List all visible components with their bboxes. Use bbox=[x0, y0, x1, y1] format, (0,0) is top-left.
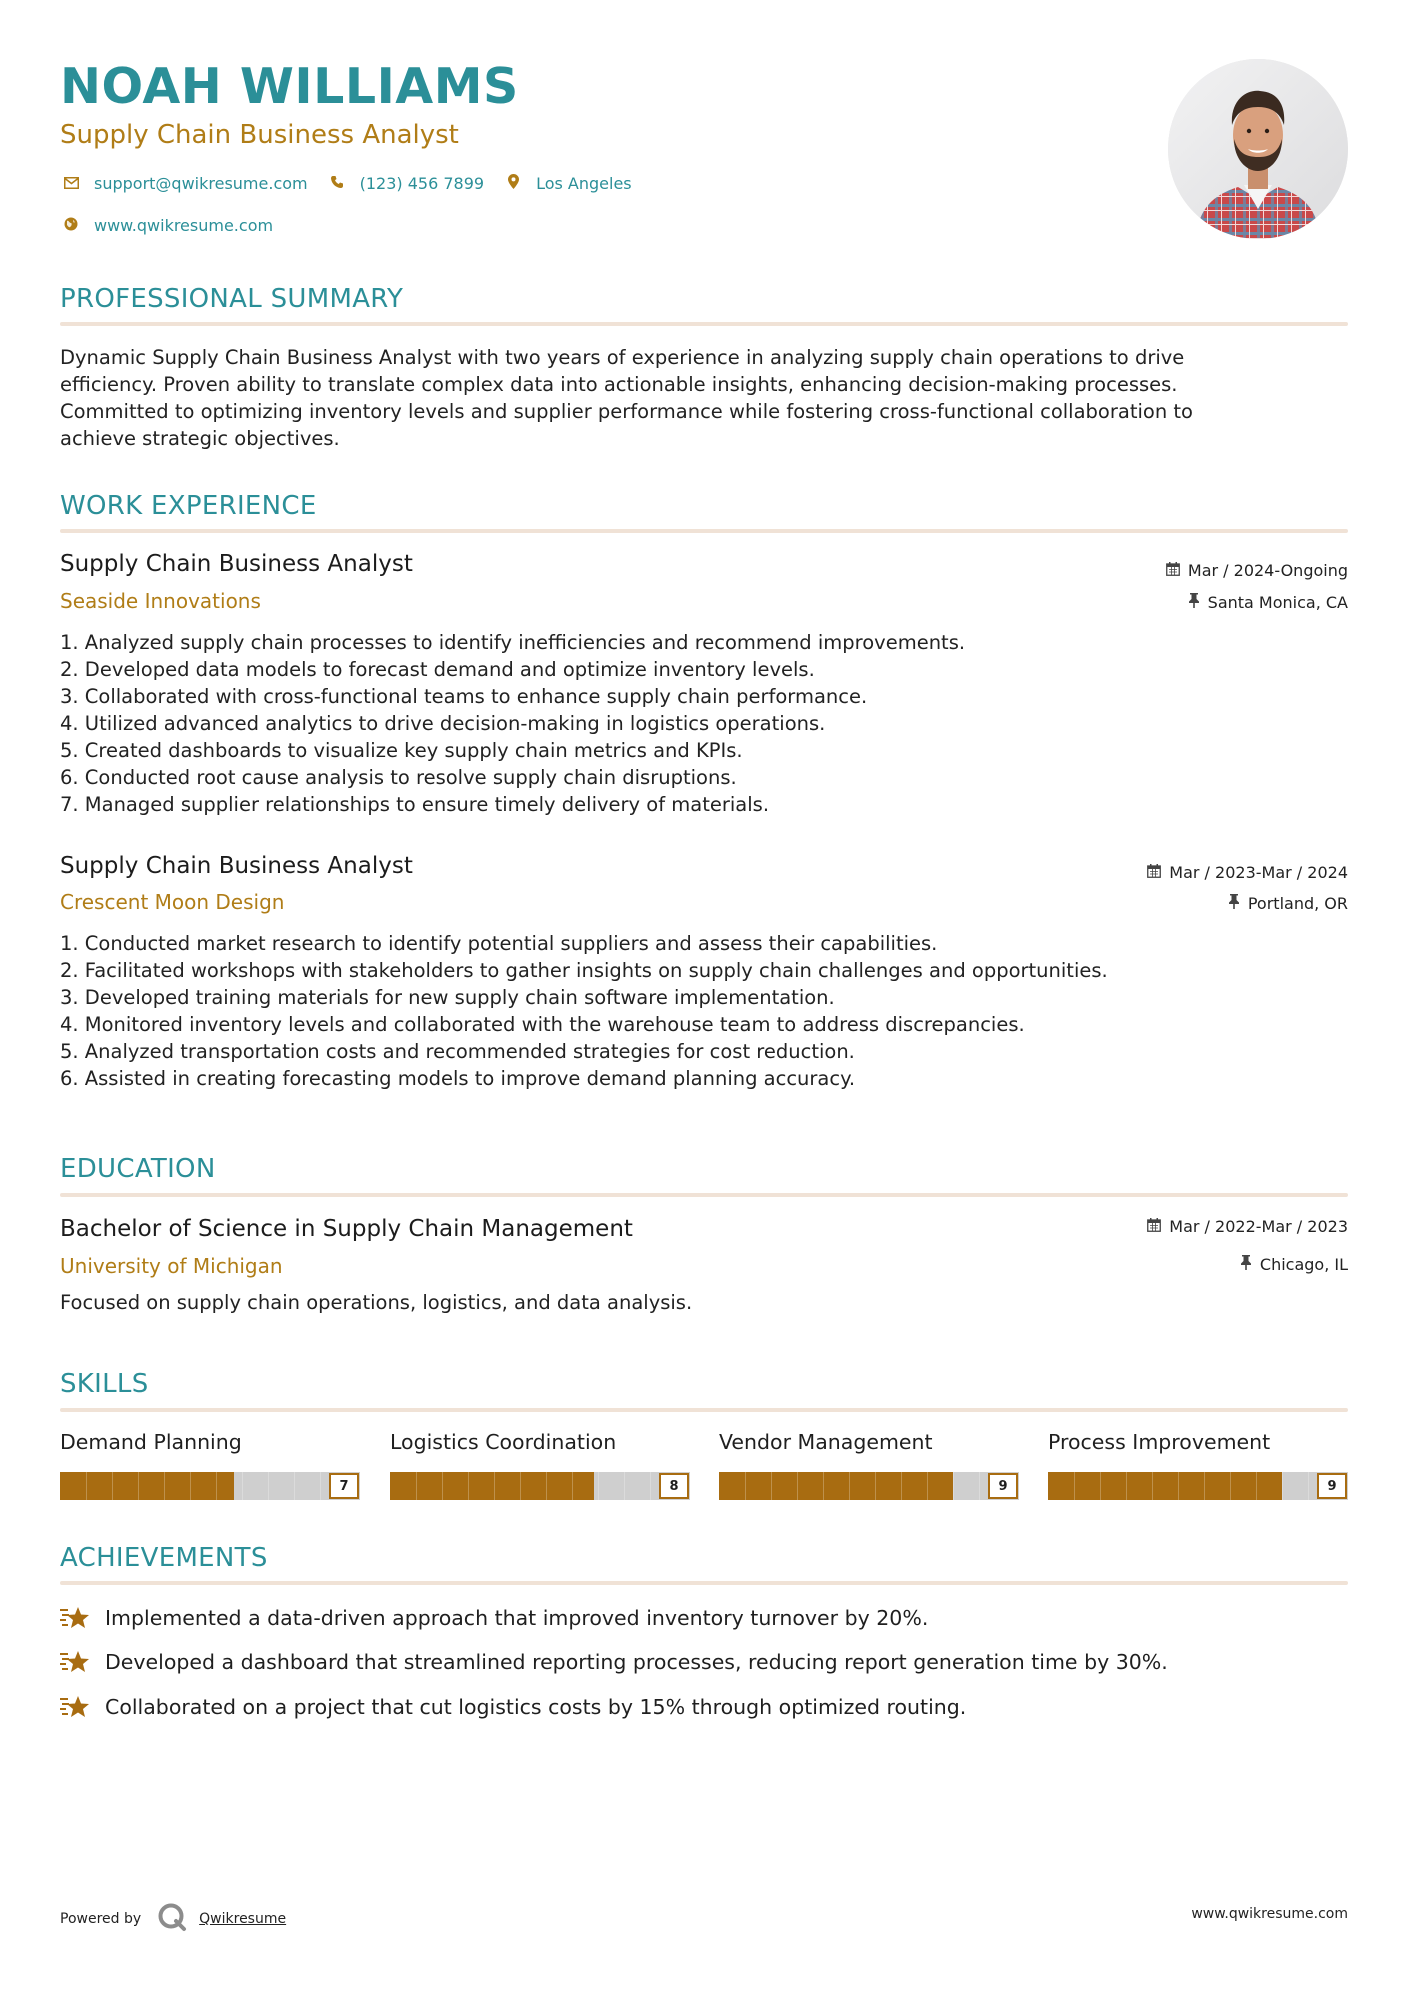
list-item: 4. Monitored inventory levels and collaborated with the warehouse team to address discrepancies. bbox=[60, 1013, 1025, 1036]
list-item: 7. Managed supplier relationships to ensure timely delivery of materials. bbox=[60, 793, 770, 816]
email-link[interactable]: support@qwikresume.com bbox=[94, 174, 308, 193]
skill-bar bbox=[719, 1472, 1019, 1500]
skill-item bbox=[1048, 1430, 1348, 1500]
skill-bar-segment bbox=[953, 1472, 954, 1500]
pin-icon bbox=[1240, 1255, 1252, 1274]
education-location bbox=[1240, 1255, 1348, 1274]
contact-row bbox=[60, 174, 650, 193]
skill-score: 9 bbox=[1317, 1473, 1347, 1499]
calendar-icon bbox=[1147, 1218, 1161, 1236]
skills-heading: SKILLS bbox=[60, 1369, 149, 1399]
skill-bar-segment bbox=[875, 1472, 876, 1500]
summary-text bbox=[60, 344, 1348, 452]
skill-bar-fill bbox=[719, 1472, 953, 1500]
skill-bar-segment bbox=[823, 1472, 824, 1500]
achievement-item bbox=[60, 1649, 1168, 1675]
skill-bar-segment bbox=[494, 1472, 495, 1500]
job-bullets bbox=[60, 629, 1348, 818]
map-pin-icon bbox=[502, 174, 524, 193]
skill-bar-segment bbox=[294, 1472, 295, 1500]
list-item: 3. Collaborated with cross-functional teams to enhance supply chain performance. bbox=[60, 685, 868, 708]
skill-bar-segment bbox=[927, 1472, 928, 1500]
experience-heading: WORK EXPERIENCE bbox=[60, 491, 317, 521]
skill-bar bbox=[390, 1472, 690, 1500]
website-link[interactable]: www.qwikresume.com bbox=[94, 216, 274, 235]
skill-bar-segment bbox=[1204, 1472, 1205, 1500]
job-dates bbox=[1147, 863, 1348, 882]
skill-bar-segment bbox=[1074, 1472, 1075, 1500]
achievement-item bbox=[60, 1605, 928, 1631]
education-dates bbox=[1147, 1217, 1348, 1236]
education-heading: EDUCATION bbox=[60, 1154, 216, 1184]
skill-item bbox=[60, 1430, 360, 1500]
summary-line: Committed to optimizing inventory levels and supplier performance while fostering cross-functional collaboration to bbox=[60, 400, 1193, 423]
skill-bar bbox=[1048, 1472, 1348, 1500]
phone-icon bbox=[326, 175, 348, 193]
job-company: Crescent Moon Design bbox=[60, 890, 285, 914]
phone-number: (123) 456 7899 bbox=[359, 174, 485, 193]
footer-branding bbox=[60, 1902, 286, 1936]
job-title: Supply Chain Business Analyst bbox=[60, 853, 413, 879]
candidate-title: Supply Chain Business Analyst bbox=[60, 120, 459, 150]
education-dates-text: Mar / 2022-Mar / 2023 bbox=[1169, 1217, 1348, 1236]
achievement-text: Collaborated on a project that cut logistics costs by 15% through optimized routing. bbox=[105, 1695, 967, 1719]
list-item: 4. Utilized advanced analytics to drive decision-making in logistics operations. bbox=[60, 712, 826, 735]
achievement-text: Developed a dashboard that streamlined reporting processes, reducing report generation time by 30%. bbox=[105, 1650, 1168, 1674]
section-divider bbox=[60, 1408, 1348, 1412]
skill-bar-segment bbox=[1152, 1472, 1153, 1500]
skill-bar-segment bbox=[442, 1472, 443, 1500]
list-item: 5. Analyzed transportation costs and recommended strategies for cost reduction. bbox=[60, 1040, 855, 1063]
skill-bar-segment bbox=[1282, 1472, 1283, 1500]
skill-name: Demand Planning bbox=[60, 1430, 242, 1454]
star-icon bbox=[60, 1605, 90, 1631]
skill-bar-segment bbox=[1256, 1472, 1257, 1500]
pin-icon bbox=[1228, 894, 1240, 913]
list-item: 6. Assisted in creating forecasting models to improve demand planning accuracy. bbox=[60, 1067, 856, 1090]
footer-url[interactable]: www.qwikresume.com bbox=[1191, 1906, 1348, 1922]
summary-line: Dynamic Supply Chain Business Analyst with two years of experience in analyzing supply chain operations to drive bbox=[60, 346, 1185, 369]
skill-item bbox=[390, 1430, 690, 1500]
star-icon bbox=[60, 1649, 90, 1675]
skill-item bbox=[719, 1430, 1019, 1500]
skill-score: 8 bbox=[659, 1473, 689, 1499]
achievements-heading: ACHIEVEMENTS bbox=[60, 1543, 268, 1573]
location-text: Los Angeles bbox=[536, 174, 632, 193]
skill-score: 9 bbox=[988, 1473, 1018, 1499]
skill-bar-segment bbox=[546, 1472, 547, 1500]
candidate-name: NOAH WILLIAMS bbox=[60, 58, 519, 115]
summary-line: efficiency. Proven ability to translate complex data into actionable insights, enhancing decision-making processes. bbox=[60, 373, 1178, 396]
skill-bar-segment bbox=[164, 1472, 165, 1500]
skill-name: Logistics Coordination bbox=[390, 1430, 617, 1454]
skill-bar-segment bbox=[216, 1472, 217, 1500]
list-item: 1. Analyzed supply chain processes to identify inefficiencies and recommend improvements. bbox=[60, 631, 966, 654]
summary-line: achieve strategic objectives. bbox=[60, 427, 340, 450]
list-item: 6. Conducted root cause analysis to resolve supply chain disruptions. bbox=[60, 766, 737, 789]
list-item: 3. Developed training materials for new supply chain software implementation. bbox=[60, 986, 835, 1009]
job-dates-text: Mar / 2023-Mar / 2024 bbox=[1169, 863, 1348, 882]
skill-bar-segment bbox=[771, 1472, 772, 1500]
skill-bar-segment bbox=[416, 1472, 417, 1500]
skill-bar-segment bbox=[650, 1472, 651, 1500]
envelope-icon bbox=[60, 175, 82, 193]
calendar-icon bbox=[1166, 562, 1180, 580]
summary-heading: PROFESSIONAL SUMMARY bbox=[60, 284, 404, 314]
achievement-item bbox=[60, 1694, 966, 1720]
job-dates-text: Mar / 2024-Ongoing bbox=[1187, 561, 1348, 580]
degree-title: Bachelor of Science in Supply Chain Management bbox=[60, 1216, 633, 1242]
skill-bar-fill bbox=[1048, 1472, 1282, 1500]
skill-bar-segment bbox=[1178, 1472, 1179, 1500]
website-row bbox=[60, 216, 291, 235]
section-divider bbox=[60, 529, 1348, 533]
school-name: University of Michigan bbox=[60, 1254, 283, 1278]
calendar-icon bbox=[1147, 864, 1161, 882]
skill-bar-segment bbox=[624, 1472, 625, 1500]
pin-icon bbox=[1188, 593, 1200, 612]
job-location bbox=[1188, 593, 1348, 612]
star-icon bbox=[60, 1694, 90, 1720]
skill-bar bbox=[60, 1472, 360, 1500]
education-description: Focused on supply chain operations, logistics, and data analysis. bbox=[60, 1291, 693, 1314]
globe-icon bbox=[60, 217, 82, 235]
skill-bar-segment bbox=[901, 1472, 902, 1500]
skill-bar-segment bbox=[190, 1472, 191, 1500]
skill-bar-segment bbox=[112, 1472, 113, 1500]
skill-bar-segment bbox=[1230, 1472, 1231, 1500]
job-title: Supply Chain Business Analyst bbox=[60, 551, 413, 577]
skill-bar-segment bbox=[745, 1472, 746, 1500]
skill-name: Process Improvement bbox=[1048, 1430, 1271, 1454]
achievement-text: Implemented a data-driven approach that improved inventory turnover by 20%. bbox=[105, 1606, 929, 1630]
qwikresume-logo-icon bbox=[157, 1902, 187, 1936]
skill-bar-segment bbox=[849, 1472, 850, 1500]
section-divider bbox=[60, 1581, 1348, 1585]
skill-bar-segment bbox=[598, 1472, 599, 1500]
skill-bar-segment bbox=[242, 1472, 243, 1500]
avatar bbox=[1168, 59, 1348, 239]
skill-bar-segment bbox=[572, 1472, 573, 1500]
section-divider bbox=[60, 1193, 1348, 1197]
powered-by-label: Powered by bbox=[60, 1911, 142, 1927]
skill-bar-segment bbox=[1308, 1472, 1309, 1500]
skill-bar-segment bbox=[320, 1472, 321, 1500]
skill-bar-segment bbox=[1126, 1472, 1127, 1500]
job-location-text: Portland, OR bbox=[1247, 894, 1348, 913]
list-item: 1. Conducted market research to identify potential suppliers and assess their capabilities. bbox=[60, 932, 938, 955]
skill-score: 7 bbox=[329, 1473, 359, 1499]
skill-bar-segment bbox=[1100, 1472, 1101, 1500]
job-location-text: Santa Monica, CA bbox=[1207, 593, 1348, 612]
education-location-text: Chicago, IL bbox=[1259, 1255, 1348, 1274]
list-item: 2. Facilitated workshops with stakeholders to gather insights on supply chain challenges and opportunities. bbox=[60, 959, 1108, 982]
skill-bar-segment bbox=[138, 1472, 139, 1500]
job-company: Seaside Innovations bbox=[60, 589, 261, 613]
qwikresume-link[interactable]: Qwikresume bbox=[199, 1911, 287, 1927]
section-divider bbox=[60, 322, 1348, 326]
list-item: 2. Developed data models to forecast demand and optimize inventory levels. bbox=[60, 658, 815, 681]
skill-bar-segment bbox=[979, 1472, 980, 1500]
skill-bar-fill bbox=[390, 1472, 594, 1500]
job-location bbox=[1228, 894, 1348, 913]
skill-bar-segment bbox=[468, 1472, 469, 1500]
job-dates bbox=[1166, 561, 1348, 580]
skill-bar-segment bbox=[268, 1472, 269, 1500]
skill-name: Vendor Management bbox=[719, 1430, 933, 1454]
skill-bar-segment bbox=[86, 1472, 87, 1500]
job-bullets bbox=[60, 930, 1348, 1092]
list-item: 5. Created dashboards to visualize key supply chain metrics and KPIs. bbox=[60, 739, 743, 762]
skill-bar-segment bbox=[797, 1472, 798, 1500]
skill-bar-segment bbox=[520, 1472, 521, 1500]
